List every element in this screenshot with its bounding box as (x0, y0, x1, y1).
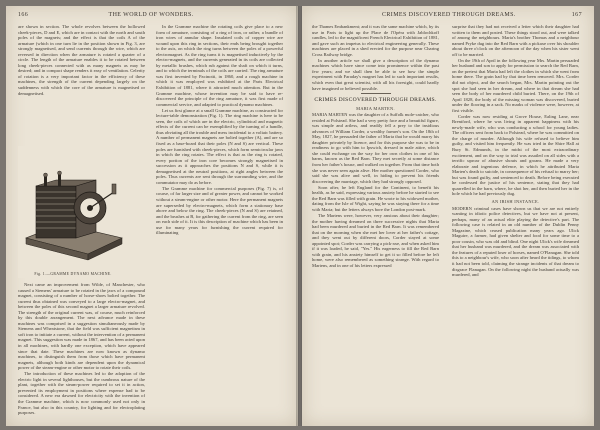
running-head: CRIMES DISCOVERED THROUGH DREAMS. (382, 12, 516, 18)
paragraph: Corder was now residing at Grove House, Ealing Lane, near Brentford, where he was living in apparent happiness with his newly-made wife, who was conducting a school for young ladies. The officers sent from back to Polstead, where he was committed on the charge of murder. Although his wife refused to believe him guilty, and visited him frequently. He was tried in the Shire Hall at Bury St. Edmunds, in the midst of the most extraordinary excitement, and on the way to trial was assailed on all sides with a terrific uproar of abusive shouts and groans. He made a very elaborate and ingenious defence, in which he attributed Maria Marten's death to suicide, in consequence of his refusal to marry her; but was found guilty, and sentenced to death. Before being executed he confessed the justice of his sentence, stating that they had quarrelled in the barn, where, he shot her, and then buried her in the hole which he had previously dug. (452, 113, 579, 197)
left-column-top (18, 24, 145, 146)
right-column-right (452, 24, 579, 422)
subsection-title: AN IRISH INSTANCE. (491, 198, 540, 204)
paragraph: In the Gramme machine the rotating coils give place to a new form of armature, consisting of a ring of iron, or rather, a bundle of iron wires of annular shape. Insulated coils of copper wire are wound upon this ring in sections, their ends being brought together to the axis, on which the ring turns between the poles of a powerful electromagnet. As the ring turns it is magnetised inductively by the electro-magnets, and the currents generated in its coils are collected by metallic brushes, which rub against the shaft on which it turns, and to which the terminals of the coils are carried. The ring armature was first invented by Pacinotti, in 1860, and a rough machine in which it was employed was exhibited at the Paris Electrical Exhibition of 1881, where it attracted much attention. But in the Gramme machine, whose invention may be said to have re-discovered the principle of the ring armature, it was first made of commercial service, and adapted to practical dynamo machines. (156, 24, 283, 107)
left-page-header (18, 12, 286, 18)
subsection-title: MARIA MARTEN. (356, 105, 395, 111)
paragraph: the Thames Embankment; and it was the same machine which, by its use in Paris to light up the Place de l'Opéra with Jablochkoff candles, led to the magnificent French Electrical Exhibition of 1881, and gave such an impetus to electrical engineering generally. These machines are placed in a shed erected for the purpose near Charing Cross Railway bridge. (312, 24, 439, 57)
paragraph: Let us first glance at a small Gramme machine, as constructed for lecture-table demonstration (Fig. 1). The ring machine is here to be seen, the coils of which are in the electric, cylindrical and magnetic effects of the current can be exemplified by the turning of a handle, thus obviating all the trouble and mess incidental to a voltaic battery. A number of permanent magnets are bolted together (A), and are so fixed as a base-board that their poles (N and S) are vertical. These poles are furnished with cheek-pieces, which form semicircular jaws in which the ring rotates. The effect is that as the ring is rotated, every portion of the iron core becomes strongly magnetised in succession as it approaches the positions N and S, while it is demagnetised at the neutral positions, at right angles between the poles. Thus currents are sent through the surrounding wire, and the commutator may do as before. (156, 107, 283, 185)
right-page (302, 6, 594, 426)
section-divider (361, 93, 391, 94)
paragraph: The Gramme machine for commercial purposes (Fig. 7) is, of course, of far larger size and of greater power, and cannot be worked without a steam-engine or other motor. Here the permanent magnets are superseded by electro-magnets, which form a stationary base above and below the ring. The cheek-pieces (N and S) are retained, and the brushes at B, for gathering the current from the ring, are seen on each side of it. It is this description of machine which has been in use for many years for furnishing the current required for illuminating (156, 185, 283, 236)
paragraph: In another article we shall give a description of the dynamo machines which have since come into prominence within the past few years; and we shall then be able to see how the simple experiment with Faraday's magnet has led to such important results, which even that great scientist, with all his foresight, could hardly have imagined or believed possible. (312, 57, 439, 91)
header-spacer (314, 12, 326, 18)
right-page-header (314, 12, 582, 18)
section-title: CRIMES DISCOVERED THROUGH DREAMS. (314, 97, 437, 104)
right-column-left (312, 24, 439, 422)
paragraph: The Martens were, however, very anxious about their daughter; the mother having dreamed on three successive nights that Maria had been murdered and buried in the Red Barn. It was remembered that on the morning when she met her lover at her father's cottage, and they went out by different doors, Corder stayed at some appointed spot; Corder was carrying a pick-axe, and when asked him if it was loaded, he said, "Yes." His eagerness to fill the Red Barn with grain, and his anxiety himself to get it so filled before he left home, were also remembered as something strange. With regard to Martens, and in one of his letters expressed (312, 212, 439, 268)
running-head: THE WORLD OF WONDERS. (108, 12, 194, 18)
paragraph: surprise that they had not received a letter which their daughter had written to them and posted. These things stood out, and were talked of among the neighbours. Maria's brother Thomas and a neighbour named Pryke dug into the Red Barn with a pickaxe over his shoulder about three o'clock on the afternoon of the day when his sister went off to be married. (452, 24, 579, 57)
left-column-bottom (18, 282, 145, 420)
paragraph: MODERN criminal cases have shown us that we are not entirely wanting in idiotic police detectives, but we have not at present, perhaps, many of an actual elite playing the detective's part. The following case is related in an old number of the Dublin Penny Magazine, which ceased publication many years ago. Ulick Maguire, a farmer, had given shelter and food for some time to a poor cousin, who was old and blind. One night Ulick's wife dreamed that her husband was murdered, and the dream was associated with the features of a reputed loser of horses, named O'Flanagan. She told this to a neighbour's wife, who soon after heard the tidings, to whom it had not been told, claiming the strange incidents of that dream to disgrace Flanagan. On the following night the husband actually was murdered, and (452, 205, 579, 278)
left-column-right (156, 24, 283, 422)
dynamo-illustration-icon (18, 146, 128, 271)
paragraph: Next came an improvement from Wilde, of Manchester, who caused a Siemens' armature to be rotated in the jaws of a compound magnet, consisting of a number of horse-shoes bolted together. The current thus obtained was conveyed to a large electro-magnet, and between the poles of this second magnet a larger armature revolved. The strength of the original current was, of course, much reinforced by this double arrangement. The next advance made in these machines was comprised in a suggestion simultaneously made by Siemens and Wheatstone, that the field was sufficient magnetism in soft iron to initiate a current, without the intervention of a permanent magnet. This suggestion was made in 1867, and has been acted upon in all machines, with hardly one exception, which have appeared since that date. These machines are now known as dynamo machines, to distinguish them from those which have permanent magnets, although both kinds are dependent upon the dynamical power of the steam-engine or other motor to rotate their coils. (18, 282, 145, 371)
paragraph: On the 19th of April in the following year Mrs. Martin persuaded her husband and son to apply for permission to search the Red Barn, on the pretext that Maria had left the clothes in which she went from home there. The grain had by that time been removed. Mrs. Corder did not object, and the search began, Mrs. Martin pointing out the spot she had seen in her dream, and where in that dream she had seen the body of her murdered child buried. There, on the 19th of April 1828, the body of the missing woman was discovered, buried under the flooring in a sack. No marks of violence were, however, at first visible. (452, 57, 579, 113)
gramme-machine-figure (18, 146, 128, 278)
paragraph: MARIA MARTEN was the daughter of a Suffolk mole-catcher, who resided at Polstead. She had a very pretty face and a beautiful figure, was simple and artless, and readily fell a prey to the insidious advances of William Corder, a wealthy farmer's son. On the 18th of May, 1827, he persuaded the father of Maria that he would marry his daughter privately by licence, and for this purpose she was to be in readiness to go with him to Ipswich, dressed in male attire, which she could exchange on the way for her own clothes in one of his barns, known as the Red Barn. They met secretly at some distance from her father's house, and walked on together. From that time both she was never seen again alive. Her mother questioned Corder, who said she was alive and well, in hiding to prevent his friends discovering the marriage, which they had strongly opposed. (312, 112, 439, 184)
page-number: 166 (18, 12, 29, 18)
header-spacer (274, 12, 286, 18)
paragraph: Soon after, he left England for the Continent, to benefit his health, as he said, expressing various anxiety before he started to see the Red Barn was filled with grain. He wrote to his widowed mother, dating from the Isle of Wight, saying he was staying there for a time with Maria; but the letters always bore the London post-mark. (312, 184, 439, 212)
paragraph: are shown in section. The whole revolves between the hollowed cheek-pieces, D and E, which are in contact with the north and south poles of the magnets; and the effect is that the coils A of the armature (which in one turn lie in the position shown in Fig. 3, are strongly magnetised, and send currents through the wire, which are reversed in direction when the armature is rotated a quarter of a circle. The length of the armature enables it to be rotated between long cheek-pieces connected with as many magnets as may be desired; and in compact shape renders it easy of ventilation. Celerity of rotation is a very important factor in the efficiency of these machines, the strength of the current depending largely on the suddenness with which the core of the armature is magnetised or demagnetised. (18, 24, 145, 96)
left-page (6, 6, 298, 426)
paragraph: The introduction of these machines led to the adoption of the electric light in several lighthouses, but the cumbrous nature of the plant, together with the steam-power required to set it in action, prevented its employment in positions where expense had to be considered. A new era dawned for electricity with the invention of the Gramme machine, which is now commonly used not only in France, but also in this country, for lighting and for electroplating purposes. (18, 371, 145, 416)
page-number: 167 (571, 12, 582, 18)
figure-caption: Fig. 1.—GRAMME DYNAMO MACHINE. (34, 272, 112, 276)
